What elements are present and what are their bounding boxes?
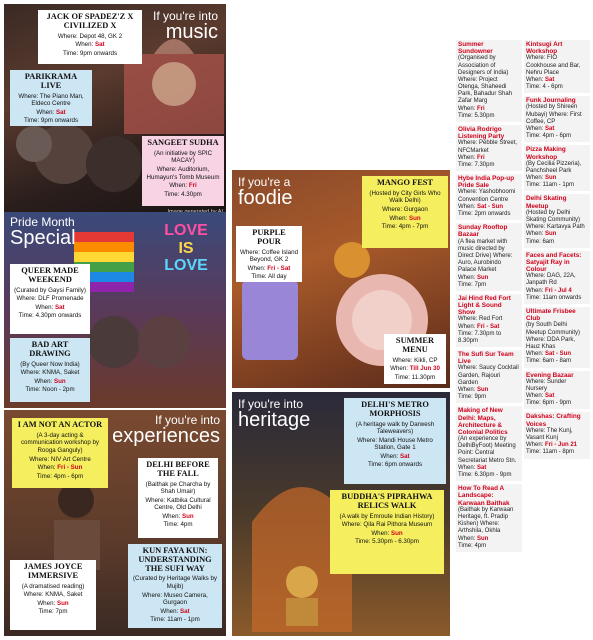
listing-body: Where: DAG, 22A, Janpath Rd: [526, 273, 576, 287]
listing-title: Jai Hind Red Fort Light & Sound Show: [458, 294, 511, 317]
listing-when: When: Sun: [526, 231, 557, 238]
listing-item: [456, 40, 522, 122]
listing-time: Time: 6.30pm - 9pm: [458, 472, 512, 479]
listing-body: (by South Delhi Meetup Community) Where: DDA Park, Hauz Khas: [526, 322, 581, 350]
listing-time: Time: 6am - 8am: [526, 358, 572, 365]
listing-item: [524, 412, 590, 458]
listing-when: When: Fri: [458, 105, 485, 112]
event-name: SUMMER MENU: [395, 336, 435, 354]
listing-time: Time: 4pm - 6pm: [526, 133, 572, 140]
event-name: MANGO FEST: [376, 178, 434, 187]
event-name: DELHI BEFORE THE FALL: [146, 460, 210, 478]
listing-time: Time: 11am onwards: [526, 294, 582, 301]
listing-title: How To Read A Landscape: Karwaan Baithak: [458, 485, 510, 507]
listing-body: (Baithak by Karwaan Heritage, ft. Pradip Kishen) Where: Arthshila, Okhla: [458, 506, 514, 535]
heritage-title-small: If you're into: [238, 397, 303, 411]
food-title-small: If you're a: [238, 175, 291, 189]
listing-title: Pizza Making Workshop: [526, 146, 566, 161]
event-name: KUN FAYA KUN: UNDERSTANDING THE SUFI WAY: [138, 546, 212, 573]
listing-time: Time: 6am: [526, 238, 555, 245]
listing-item: [524, 145, 590, 191]
listings-column-1: [456, 40, 522, 555]
listing-title: Hybe India Pop-up Pride Sale: [458, 175, 515, 190]
listing-item: [524, 307, 590, 367]
listing-body: (A flea market with music directed by Direct Drive) Where: Auro, Aurobindo Palace Market: [458, 238, 513, 274]
music-panel: [4, 4, 226, 216]
listing-when: When: Fri - Jun 21: [526, 442, 578, 449]
listing-time: Time: 5.30pm: [458, 112, 495, 119]
listing-time: Time: 9pm: [458, 394, 487, 401]
listing-item: [456, 294, 522, 347]
listing-item: [456, 350, 522, 403]
event-card-parikrama: PARIKRAMA LIVE Where: The Piano Man, Eldeco Centre When: Sat Time: 9pm onwards: [10, 70, 92, 126]
event-card-sangeet: SANGEET SUDHA (An initiative by SPIC MACAY) Where: Auditorium, Humayun's Tomb Museum When: Fri Time: 4.30pm: [142, 136, 224, 206]
listing-body: Where: FIO Cookhouse and Bar, Nehru Place: [526, 55, 581, 76]
listing-when: When: Fri: [458, 154, 485, 161]
listing-item: [456, 406, 522, 481]
listing-when: When: Sat: [526, 393, 555, 400]
pride-title-big: Special: [10, 227, 76, 250]
pride-panel: [4, 212, 226, 408]
listing-title: Ultimate Frisbee Club: [526, 308, 576, 323]
listing-title: Sunday Rooftop Bazaar: [458, 224, 508, 239]
listing-time: Time: 11am - 8pm: [526, 449, 575, 456]
event-card-purple-pour: PURPLE POUR Where: Coffee Island Beyond, GK 2 When: Fri - Sat Time: All day: [236, 226, 302, 282]
listing-title: Delhi Skating Meetup: [526, 195, 567, 210]
listing-item: [456, 223, 522, 291]
listing-body: (Hosted by Shireen Mubayi) Where: First Coffee, CP: [526, 104, 582, 125]
listing-when: When: Sat - Sun: [526, 351, 572, 358]
event-name: PURPLE POUR: [252, 228, 286, 246]
listing-title: Dakshas: Crafting Voices: [526, 413, 581, 428]
food-title-big: foodie: [238, 187, 293, 210]
listing-body: Where: The Kunj, Vasant Kunj: [526, 427, 573, 441]
listing-time: Time: 6pm - 9pm: [526, 400, 572, 407]
event-card-metro-morphosis: DELHI'S METRO MORPHOSIS (A heritage walk by Darwesh Taleweavers) Where: Mandi House Metro Station, Gate 1 When: Sat Time: 6pm onwards: [344, 398, 446, 484]
listing-body: Where: Pebble Street, NFCMarket: [458, 140, 518, 154]
listing-item: [456, 484, 522, 552]
listing-title: Olivia Rodrigo Listening Party: [458, 126, 505, 141]
listing-title: Making of New Delhi: Maps, Architecture & Colonial Politics: [458, 407, 508, 436]
listing-title: Evening Bazaar: [526, 371, 574, 379]
listing-when: When: Sun: [458, 274, 489, 281]
event-card-not-actor: I AM NOT AN ACTOR (A 3-day acting & communication workshop by Rooga Ganguly) Where: NIV Art Centre When: Fri - Sun Time: 4pm - 6pm: [12, 418, 108, 488]
listing-item: [524, 96, 590, 142]
listing-when: When: Sun: [458, 387, 489, 394]
listing-body: (By Cecilia Pizzeria), Panchsheel Park: [526, 160, 582, 174]
listing-when: When: Fri - Jul 4: [526, 287, 572, 294]
listing-title: Funk Journaling: [526, 97, 576, 105]
event-name: JACK OF SPADEZ'Z X CIVILIZED X: [46, 12, 134, 30]
listing-when: When: Sat: [526, 76, 555, 83]
exp-title-small: If you're into: [155, 413, 220, 427]
event-card-delhi-fall: DELHI BEFORE THE FALL (Baithak pe Charcha by Shah Umair) Where: Katbika Cultural Centre, Old Delhi When: Sun Time: 4pm: [138, 458, 218, 538]
event-name: PARIKRAMA LIVE: [24, 72, 78, 90]
love-neon-sign: LOVE IS LOVE: [164, 222, 208, 275]
exp-title-big: experiences: [112, 425, 220, 448]
listing-item: [456, 174, 522, 220]
music-title-big: music: [165, 21, 218, 44]
listing-item: [456, 125, 522, 171]
listing-title: Summer Sundowner: [458, 41, 493, 56]
heritage-title-big: heritage: [238, 409, 311, 432]
listing-time: Time: 4pm: [458, 542, 487, 549]
listing-when: When: Fri - Sat: [458, 323, 500, 330]
listing-time: Time: 7.30pm to 8.30pm: [458, 330, 502, 344]
listing-when: When: Sat: [458, 464, 487, 471]
listing-item: [524, 40, 590, 93]
event-name: I AM NOT AN ACTOR: [17, 420, 103, 429]
listing-body: (An experience by DelhiByFoot) Meeting Point: Central Secretariat Metro Stn.: [458, 436, 517, 464]
experiences-panel: [4, 410, 226, 636]
listing-time: Time: 11am - 1pm: [526, 182, 575, 189]
listing-body: Where: Sunder Nursery: [526, 378, 567, 392]
listing-body: Where: Saucy Cocktail Garden, Rajouri Garden: [458, 365, 519, 386]
pride-title-small: Pride Month: [10, 215, 75, 229]
listing-when: When: Sat - Sun: [458, 203, 504, 210]
music-title-small: If you're into: [153, 9, 218, 23]
listing-item: [524, 251, 590, 304]
event-name: QUEER MADE WEEKEND: [21, 266, 79, 284]
event-card-james-joyce: JAMES JOYCE IMMERSIVE (A dramatised reading) Where: KNMA, Saket When: Sun Time: 7pm: [10, 560, 96, 630]
listing-when: When: Sat: [526, 126, 555, 133]
event-name: BUDDHA'S PIPRAHWA RELICS WALK: [341, 492, 433, 510]
event-name: JAMES JOYCE IMMERSIVE: [23, 562, 83, 580]
listing-body: (Organised by Association of Designers of India) Where: Project Otenga, Shaheedi Park, Bahadur Shah Zafar Marg: [458, 55, 513, 105]
listing-title: The Sufi Sur Team Live: [458, 351, 514, 366]
event-card-summer-menu: SUMMER MENU Where: Kikli, CP When: Till Jun 30 Time: 11.30pm: [384, 334, 446, 384]
listing-body: (Hosted by Delhi Skating Community) Where: Kartavya Path: [526, 209, 585, 231]
listings-column-2: [524, 40, 590, 462]
listing-when: When: Sun: [526, 175, 557, 182]
event-card-mango-fest: MANGO FEST (Hosted by City Girls Who Walk Delhi) Where: Gurgaon When: Sun Time: 4pm - 7pm: [362, 176, 448, 248]
listing-item: [524, 371, 590, 410]
event-name: DELHI'S METRO MORPHOSIS: [361, 400, 429, 418]
event-card-jack: JACK OF SPADEZ'Z X CIVILIZED X Where: Depot 48, GK 2 When: Sat Time: 9pm onwards: [38, 10, 142, 64]
heritage-panel: [232, 392, 450, 636]
listing-body: Where: Red Fort: [458, 316, 503, 323]
listing-time: Time: 4 - 6pm: [526, 84, 563, 91]
listing-when: When: Sun: [458, 535, 489, 542]
listing-title: Faces and Facets: Satyajit Ray in Colour: [526, 251, 582, 274]
listing-time: Time: 7.30pm: [458, 161, 495, 168]
foodie-panel: [232, 170, 450, 388]
event-card-buddha-relics: BUDDHA'S PIPRAHWA RELICS WALK (A walk by Emroute Indian History) Where: Qila Rai Pithora Museum When: Sun Time: 5.30pm - 6.30pm: [330, 490, 444, 574]
event-card-queer: QUEER MADE WEEKEND (Curated by Gaysi Family) Where: DLF Promenade When: Sat Time: 4.30pm onwards: [10, 264, 90, 334]
event-name: SANGEET SUDHA: [147, 138, 219, 147]
event-card-kun-faya: KUN FAYA KUN: UNDERSTANDING THE SUFI WAY (Curated by Heritage Walks by Mujib) Where: Museo Camera, Gurgaon When: Sat Time: 11am - 1pm: [128, 544, 222, 628]
event-name: BAD ART DRAWING: [29, 340, 71, 358]
listing-title: Kintsugi Art Workshop: [526, 41, 563, 56]
listing-item: [524, 194, 590, 247]
listing-time: Time: 2pm onwards: [458, 211, 511, 218]
listing-body: Where: Yashobhoomi Convention Centre: [458, 189, 516, 203]
event-card-bad-art: BAD ART DRAWING (By Queer Now India) Where: KNMA, Saket When: Sun Time: Noon - 2pm: [10, 338, 90, 402]
listing-time: Time: 7pm: [458, 281, 487, 288]
